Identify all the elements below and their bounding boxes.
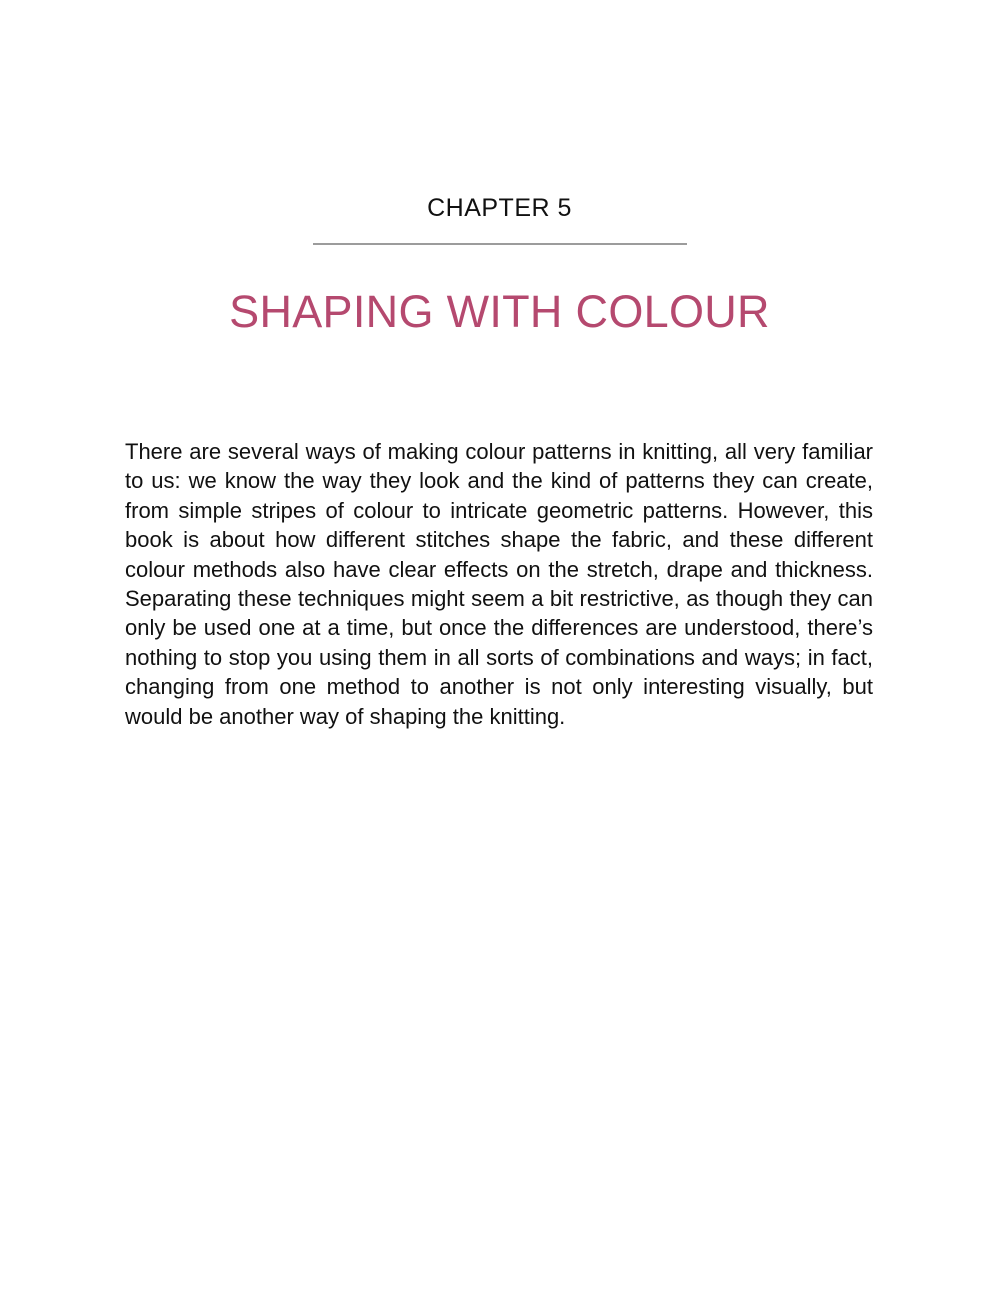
chapter-number: CHAPTER 5 [427, 194, 572, 222]
chapter-title: SHAPING WITH COLOUR [229, 286, 770, 337]
chapter-divider [313, 243, 687, 245]
body-paragraph: There are several ways of making colour patterns in knitting, all very familiar to us: we know the way they look and the kind of patterns they can create, from simple stripes of colour to intricate geometric patterns. However, this book is about how different stitches shape the fabric, and these different colour methods also have clear effects on the stretch, drape and thickness. Separating these techniques might seem a bit restrictive, as though they can only be used one at a time, but once the differences are understood, there’s nothing to stop you using them in all sorts of combinations and ways; in fact, changing from one method to another is not only interesting visually, but would be another way of shaping the knitting. [125, 439, 873, 729]
